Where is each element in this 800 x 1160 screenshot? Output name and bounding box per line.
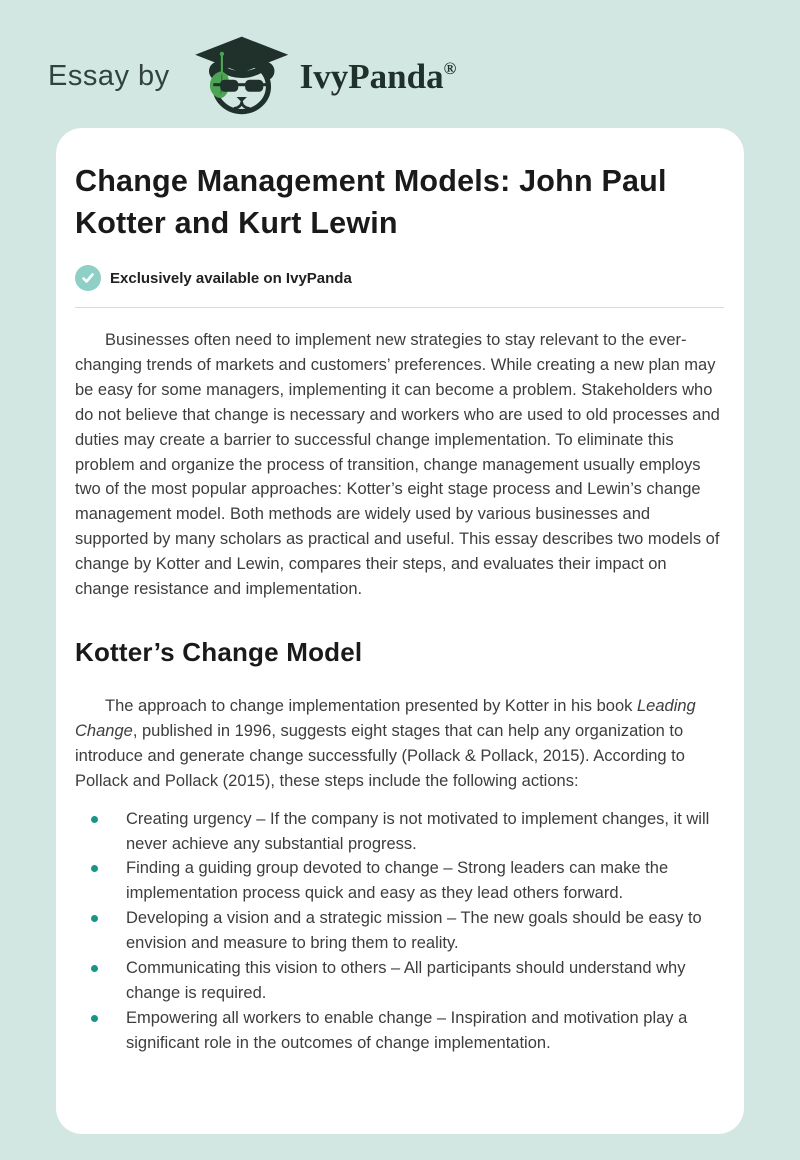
- intro-paragraph: Businesses often need to implement new strategies to stay relevant to the ever-changing trends of markets and customers’ preferences. While creating a new plan may be easy for some managers, implementing it can become a problem. Stakeholders who do not believe that change is necessary and workers who are used to old processes and duties may create a barrier to successful change implementation. To eliminate this problem and organize the process of transition, change management usually employs two of the most popular approaches: Kotter’s eight stage process and Lewin’s change management model. Both methods are widely used by various businesses and supported by many scholars as practical and useful. This essay describes two models of change by Kotter and Lewin, compares their steps, and evaluates their impact on change resistance and implementation.: [75, 331, 720, 599]
- ivypanda-panda-logo-icon: [184, 32, 296, 123]
- availability-row: [75, 265, 724, 291]
- list-item-text: Finding a guiding group devoted to change – Strong leaders can make the implementation process quick and easy as they lead others forward.: [126, 859, 669, 903]
- site-header: [0, 0, 800, 128]
- bullet-icon: [91, 816, 98, 823]
- essay-by-label: Essay by: [48, 59, 170, 92]
- divider: [75, 307, 724, 308]
- bullet-icon: [91, 965, 98, 972]
- check-badge-icon: [75, 265, 101, 291]
- list-item: [75, 856, 724, 906]
- list-item: [75, 807, 724, 857]
- bullet-icon: [91, 1015, 98, 1022]
- section-heading-kotter: Kotter’s Change Model: [75, 636, 363, 667]
- registered-mark: ®: [443, 58, 457, 78]
- page-title: Change Management Models: John Paul Kotter and Kurt Lewin: [75, 164, 667, 240]
- bullet-icon: [91, 915, 98, 922]
- bullet-icon: [91, 865, 98, 872]
- list-item-text: Empowering all workers to enable change – Inspiration and motivation play a significant role in the outcomes of change implementation.: [126, 1008, 688, 1052]
- kotter-steps-list: [75, 807, 724, 1056]
- list-item-text: Developing a vision and a strategic mission – The new goals should be easy to envision and measure to bring them to reality.: [126, 909, 702, 953]
- list-item: [75, 956, 724, 1006]
- availability-label: Exclusively available on IvyPanda: [110, 269, 352, 287]
- list-item-text: Communicating this vision to others – All participants should understand why change is required.: [126, 959, 686, 1002]
- essay-card: [56, 128, 744, 1134]
- list-item: [75, 1006, 724, 1056]
- list-item-text: Creating urgency – If the company is not motivated to implement changes, it will never achieve any substantial progress.: [126, 809, 710, 853]
- list-item: [75, 906, 724, 956]
- brand-wordmark: IvyPanda®: [299, 56, 457, 96]
- kotter-paragraph: The approach to change implementation presented by Kotter in his book Leading Change, published in 1996, suggests eight stages that can help any organization to introduce and generate change successfully (Pollack & Pollack, 2015). According to Pollack and Pollack (2015), these steps include the following actions:: [75, 696, 696, 790]
